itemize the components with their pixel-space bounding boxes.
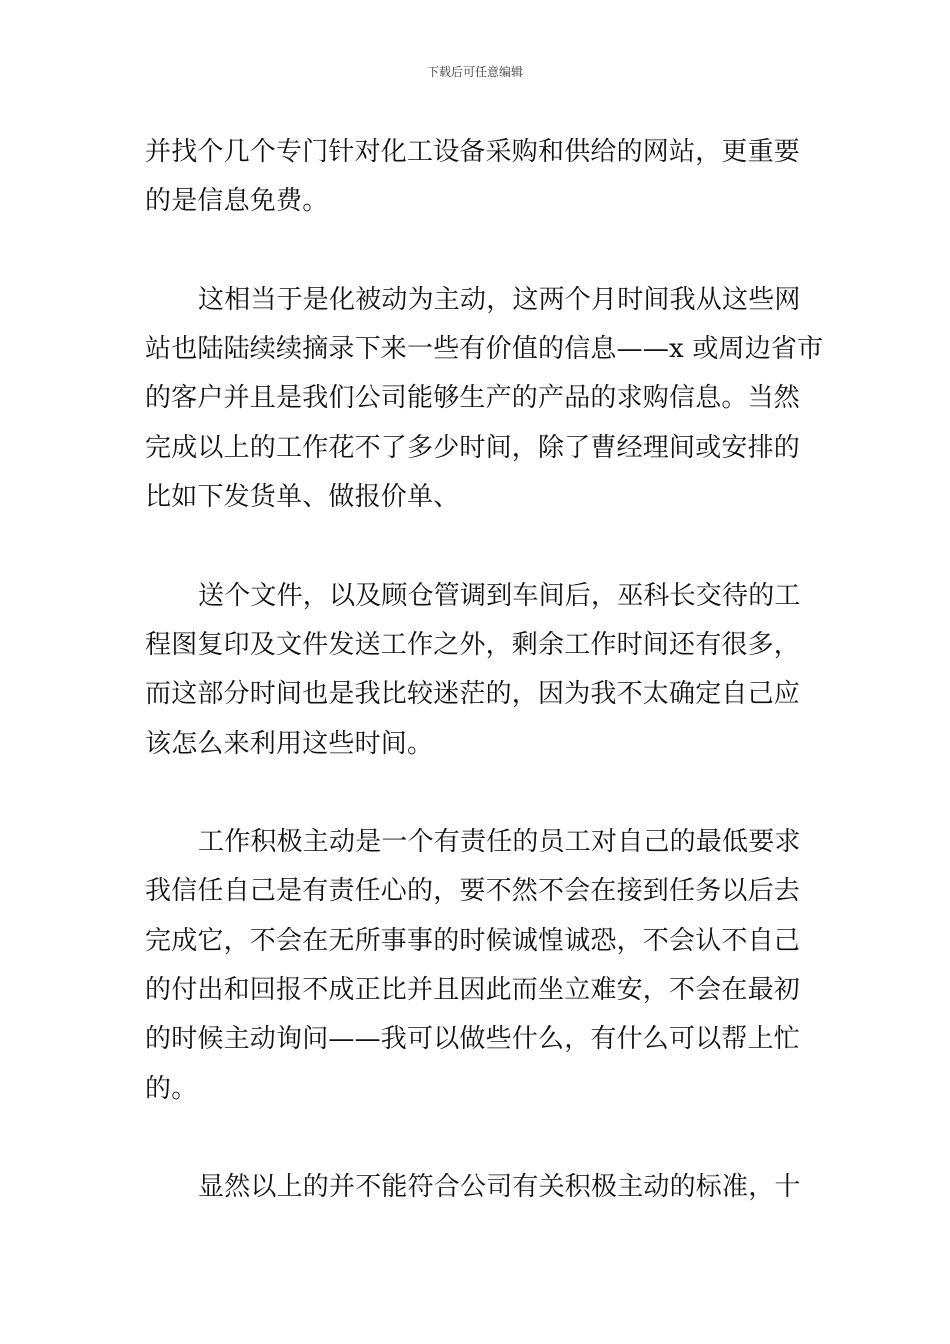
paragraph-line: 的是信息免费。 [145, 186, 329, 217]
document-body [145, 128, 824, 1213]
paragraph-line: 完成它，不会在无所事事的时候诚惶诚恐，不会认不自己 [145, 925, 801, 956]
paragraph-gap [145, 769, 810, 818]
paragraph-line: 完成以上的工作花不了多少时间，除了曹经理间或安排的 [145, 432, 801, 463]
paragraph-2 [145, 276, 824, 522]
paragraph-line: 的。 [145, 1073, 198, 1104]
paragraph-line: 的时候主动询问——我可以做些什么，有什么可以帮上忙 [145, 1024, 801, 1055]
paragraph-gap [145, 1114, 810, 1163]
paragraph-line: 这相当于是化被动为主动，这两个月时间我从这些网 [198, 284, 801, 315]
paragraph-line: 比如下发货单、做报价单、 [145, 482, 460, 513]
paragraph-1 [145, 128, 810, 227]
paragraph-line: 而这部分时间也是我比较迷茫的，因为我不太确定自己应 [145, 679, 801, 710]
paragraph-3 [145, 572, 810, 769]
page-header: 下载后可任意编辑 [426, 65, 523, 79]
paragraph-gap [145, 522, 810, 571]
paragraph-line: 站也陆陆续续摘录下来一些有价值的信息——x 或周边省市 [145, 334, 824, 365]
paragraph-line: 该怎么来利用这些时间。 [145, 728, 434, 759]
paragraph-4 [145, 818, 810, 1114]
paragraph-line: 显然以上的并不能符合公司有关积极主动的标准，十 [198, 1172, 801, 1203]
paragraph-line: 程图复印及文件发送工作之外，剩余工作时间还有很多， [145, 629, 801, 660]
paragraph-line: 工作积极主动是一个有责任的员工对自己的最低要求 [198, 827, 801, 858]
paragraph-line: 的客户并且是我们公司能够生产的产品的求购信息。当然 [145, 383, 801, 414]
paragraph-line: 送个文件，以及顾仓管调到车间后，巫科长交待的工 [198, 580, 801, 611]
paragraph-line: 的付出和回报不成正比并且因此而坐立难安，不会在最初 [145, 975, 801, 1006]
paragraph-line: 并找个几个专门针对化工设备采购和供给的网站，更重要 [145, 137, 801, 167]
paragraph-5 [145, 1163, 810, 1212]
paragraph-gap [145, 227, 810, 276]
paragraph-line: 我信任自己是有责任心的，要不然不会在接到任务以后去 [145, 876, 801, 907]
